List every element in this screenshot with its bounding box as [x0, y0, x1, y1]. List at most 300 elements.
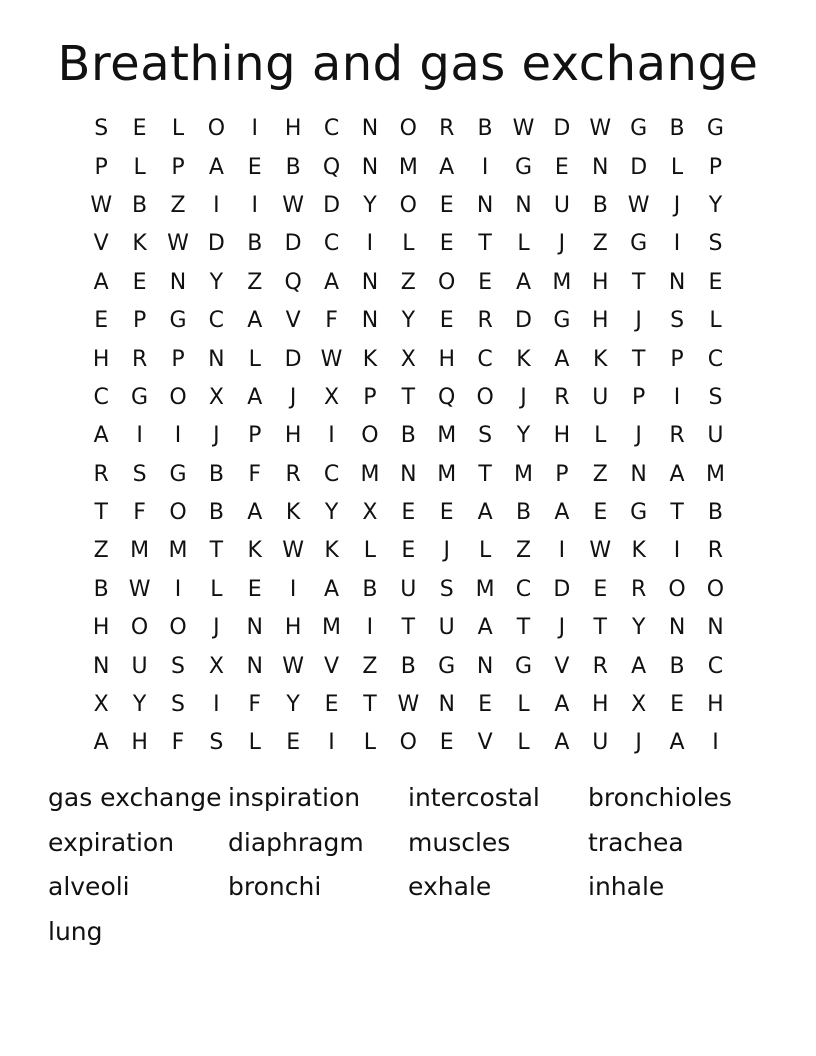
letter-cell[interactable]: T — [670, 500, 684, 526]
letter-cell[interactable]: R — [439, 116, 455, 142]
letter-cell[interactable]: U — [592, 384, 609, 410]
letter-cell[interactable]: W — [167, 231, 189, 257]
letter-cell[interactable]: D — [630, 154, 648, 180]
letter-cell[interactable]: H — [92, 346, 110, 372]
letter-cell[interactable]: A — [324, 576, 340, 602]
letter-cell[interactable]: P — [248, 423, 262, 449]
letter-cell[interactable]: G — [169, 308, 187, 334]
letter-cell[interactable]: N — [668, 269, 686, 295]
letter-cell[interactable]: T — [631, 346, 646, 372]
letter-cell[interactable]: E — [478, 269, 493, 295]
letter-cell[interactable]: Q — [438, 384, 456, 410]
word-list-item: gas exchange — [48, 783, 222, 812]
letter-cell[interactable]: Z — [93, 538, 109, 564]
letter-cell[interactable]: I — [673, 538, 681, 564]
letter-cell[interactable]: I — [174, 576, 182, 602]
letter-cell[interactable]: I — [213, 192, 220, 218]
letter-cell[interactable]: K — [362, 346, 378, 372]
letter-cell[interactable]: N — [246, 615, 263, 641]
letter-cell[interactable]: U — [131, 653, 148, 679]
word-list — [48, 778, 768, 956]
letter-cell[interactable]: E — [439, 730, 454, 756]
letter-cell[interactable]: E — [670, 692, 684, 718]
letter-cell[interactable]: U — [553, 192, 570, 218]
letter-cell[interactable]: W — [320, 346, 343, 372]
letter-cell[interactable]: F — [133, 500, 146, 526]
letter-cell[interactable]: F — [325, 308, 338, 334]
letter-cell[interactable]: E — [324, 692, 339, 718]
letter-cell[interactable]: R — [631, 576, 647, 602]
letter-cell[interactable]: A — [554, 500, 570, 526]
letter-cell[interactable]: I — [481, 154, 489, 180]
letter-cell[interactable]: K — [631, 538, 646, 564]
letter-cell[interactable]: G — [706, 116, 724, 142]
letter-cell[interactable]: I — [366, 615, 374, 641]
letter-cell[interactable]: O — [361, 423, 379, 449]
letter-cell[interactable]: T — [631, 269, 646, 295]
word-list-item: inspiration — [228, 783, 361, 812]
letter-cell[interactable]: A — [324, 269, 340, 295]
letter-cell[interactable]: I — [213, 692, 220, 718]
letter-cell[interactable]: U — [592, 730, 609, 756]
letter-cell[interactable]: L — [210, 576, 223, 602]
letter-grid — [82, 110, 735, 763]
letter-cell[interactable]: Z — [362, 653, 378, 679]
letter-cell[interactable]: L — [517, 730, 530, 756]
letter-cell[interactable]: T — [363, 692, 377, 718]
letter-cell[interactable]: H — [284, 116, 302, 142]
word-list-item: exhale — [408, 872, 492, 902]
letter-cell[interactable]: N — [361, 154, 379, 180]
letter-cell[interactable]: L — [402, 231, 415, 257]
letter-cell[interactable]: R — [554, 384, 570, 410]
letter-cell[interactable]: T — [516, 615, 531, 641]
letter-cell[interactable]: O — [399, 192, 417, 218]
letter-cell[interactable]: H — [553, 423, 571, 449]
letter-cell[interactable]: S — [439, 576, 454, 602]
letter-cell[interactable]: X — [362, 500, 378, 526]
letter-cell[interactable]: M — [398, 154, 418, 180]
letter-cell[interactable]: D — [515, 308, 532, 334]
letter-cell[interactable]: N — [476, 653, 494, 679]
letter-cell[interactable]: Y — [708, 192, 723, 218]
letter-cell[interactable]: E — [286, 730, 301, 756]
letter-cell[interactable]: P — [132, 308, 147, 334]
letter-cell[interactable]: N — [361, 269, 379, 295]
letter-cell[interactable]: L — [670, 154, 684, 180]
letter-cell[interactable]: I — [673, 231, 681, 257]
letter-cell[interactable]: C — [208, 308, 225, 334]
letter-cell[interactable]: L — [363, 730, 377, 756]
letter-cell[interactable]: D — [207, 231, 225, 257]
letter-cell[interactable]: N — [707, 615, 724, 641]
letter-cell[interactable]: A — [93, 423, 109, 449]
letter-cell[interactable]: L — [517, 231, 530, 257]
letter-cell[interactable]: K — [247, 538, 262, 564]
letter-cell[interactable]: D — [284, 231, 302, 257]
letter-cell[interactable]: N — [92, 653, 110, 679]
letter-cell[interactable]: S — [708, 231, 723, 257]
letter-cell[interactable]: M — [360, 461, 380, 487]
letter-cell[interactable]: I — [136, 423, 143, 449]
letter-cell[interactable]: K — [132, 231, 147, 257]
letter-cell[interactable]: Y — [209, 269, 224, 295]
letter-cell[interactable]: H — [92, 615, 110, 641]
letter-cell[interactable]: O — [399, 116, 417, 142]
letter-cell[interactable]: A — [93, 269, 109, 295]
letter-cell[interactable]: O — [130, 615, 149, 641]
letter-cell[interactable]: M — [514, 461, 533, 487]
letter-cell[interactable]: S — [170, 692, 185, 718]
letter-cell[interactable]: P — [363, 384, 377, 410]
letter-cell[interactable]: B — [93, 576, 109, 602]
letter-cell[interactable]: P — [171, 346, 185, 372]
letter-cell[interactable]: Y — [286, 692, 300, 718]
letter-cell[interactable]: B — [132, 192, 148, 218]
letter-cell[interactable]: L — [248, 730, 261, 756]
letter-cell[interactable]: Z — [170, 192, 186, 218]
letter-cell[interactable]: I — [673, 384, 681, 410]
letter-cell[interactable]: R — [477, 308, 493, 334]
letter-cell[interactable]: M — [437, 461, 457, 487]
letter-cell[interactable]: G — [630, 231, 648, 257]
letter-cell[interactable]: V — [554, 653, 570, 679]
letter-cell[interactable]: G — [438, 653, 456, 679]
letter-cell[interactable]: E — [439, 500, 454, 526]
letter-cell[interactable]: M — [475, 576, 495, 602]
letter-cell[interactable]: U — [707, 423, 724, 449]
letter-cell[interactable]: B — [515, 500, 532, 526]
letter-cell[interactable]: H — [284, 615, 302, 641]
letter-cell[interactable]: N — [668, 615, 686, 641]
letter-cell[interactable]: S — [670, 308, 685, 334]
letter-cell[interactable]: C — [323, 461, 340, 487]
letter-cell[interactable]: C — [707, 346, 724, 372]
letter-cell[interactable]: P — [171, 154, 185, 180]
letter-cell[interactable]: O — [399, 730, 417, 756]
word-list-item: expiration — [48, 827, 175, 857]
letter-cell[interactable]: J — [635, 730, 642, 756]
letter-cell[interactable]: I — [558, 538, 566, 564]
letter-cell[interactable]: J — [289, 384, 297, 410]
letter-cell[interactable]: O — [476, 384, 494, 410]
letter-cell[interactable]: H — [131, 730, 148, 756]
letter-cell[interactable]: C — [477, 346, 493, 372]
letter-cell[interactable]: B — [208, 461, 224, 487]
letter-cell[interactable]: D — [553, 576, 571, 602]
letter-cell[interactable]: S — [132, 461, 147, 487]
letter-cell[interactable]: T — [478, 461, 492, 487]
letter-cell[interactable]: H — [592, 269, 609, 295]
letter-cell[interactable]: U — [400, 576, 417, 602]
letter-cell[interactable]: N — [438, 692, 455, 718]
letter-cell[interactable]: M — [322, 615, 342, 641]
letter-cell[interactable]: S — [94, 116, 109, 142]
letter-cell[interactable]: O — [438, 269, 456, 295]
letter-cell[interactable]: A — [93, 730, 109, 756]
letter-cell[interactable]: W — [397, 692, 420, 718]
letter-cell[interactable]: C — [707, 653, 724, 679]
letter-cell[interactable]: W — [589, 538, 612, 564]
letter-cell[interactable]: C — [93, 384, 109, 410]
letter-cell[interactable]: M — [168, 538, 188, 564]
letter-cell[interactable]: X — [400, 346, 416, 372]
letter-cell[interactable]: Z — [515, 538, 532, 564]
letter-cell[interactable]: Q — [284, 269, 302, 295]
word-list-item: bronchioles — [588, 783, 732, 812]
letter-cell[interactable]: A — [669, 461, 685, 487]
letter-cell[interactable]: T — [478, 231, 492, 257]
letter-cell[interactable]: H — [592, 308, 609, 334]
letter-cell[interactable]: H — [707, 692, 724, 718]
letter-cell[interactable]: N — [515, 192, 532, 218]
letter-cell[interactable]: E — [132, 269, 147, 295]
letter-cell[interactable]: X — [324, 384, 340, 410]
letter-cell[interactable]: M — [437, 423, 457, 449]
letter-cell[interactable]: W — [627, 192, 650, 218]
letter-cell[interactable]: T — [401, 384, 416, 410]
letter-cell[interactable]: E — [593, 576, 608, 602]
letter-cell[interactable]: I — [174, 423, 182, 449]
letter-cell[interactable]: L — [709, 308, 722, 334]
word-list-item: alveoli — [48, 872, 130, 902]
letter-cell[interactable]: W — [282, 653, 305, 679]
letter-cell[interactable]: C — [515, 576, 532, 602]
word-list-item: lung — [48, 916, 103, 946]
letter-cell[interactable]: E — [439, 308, 454, 334]
letter-cell[interactable]: B — [707, 500, 723, 526]
letter-cell[interactable]: Y — [631, 615, 646, 641]
letter-cell[interactable]: C — [323, 116, 340, 142]
letter-cell[interactable]: A — [247, 308, 263, 334]
letter-cell[interactable]: M — [552, 269, 572, 295]
letter-cell[interactable]: Y — [132, 692, 147, 718]
letter-cell[interactable]: H — [284, 423, 302, 449]
letter-cell[interactable]: V — [324, 653, 340, 679]
word-list-item: muscles — [408, 827, 511, 857]
letter-cell[interactable]: A — [247, 384, 263, 410]
letter-cell[interactable]: J — [520, 384, 527, 410]
letter-cell[interactable]: K — [324, 538, 339, 564]
letter-cell[interactable]: G — [514, 154, 533, 180]
letter-cell[interactable]: B — [400, 423, 416, 449]
letter-cell[interactable]: T — [94, 500, 108, 526]
letter-cell[interactable]: I — [251, 192, 258, 218]
letter-cell[interactable]: J — [635, 423, 642, 449]
letter-cell[interactable]: F — [248, 461, 262, 487]
letter-cell[interactable]: A — [631, 653, 647, 679]
letter-cell[interactable]: F — [248, 692, 262, 718]
letter-cell[interactable]: J — [558, 231, 566, 257]
letter-cell[interactable]: L — [517, 692, 530, 718]
letter-cell[interactable]: P — [555, 461, 569, 487]
letter-cell[interactable]: E — [132, 116, 147, 142]
letter-cell[interactable]: J — [558, 615, 566, 641]
letter-cell[interactable]: O — [169, 615, 187, 641]
letter-cell[interactable]: D — [323, 192, 341, 218]
letter-cell[interactable]: B — [669, 653, 685, 679]
letter-cell[interactable]: J — [213, 423, 220, 449]
letter-cell[interactable]: B — [285, 154, 301, 180]
letter-cell[interactable]: C — [323, 231, 340, 257]
letter-cell[interactable]: V — [93, 231, 109, 257]
letter-cell[interactable]: L — [594, 423, 607, 449]
letter-cell[interactable]: E — [401, 500, 416, 526]
letter-cell[interactable]: E — [439, 231, 454, 257]
letter-cell[interactable]: N — [361, 116, 379, 142]
letter-cell[interactable]: A — [554, 346, 570, 372]
letter-cell[interactable]: Z — [592, 461, 608, 487]
letter-cell[interactable]: V — [477, 730, 493, 756]
letter-cell[interactable]: G — [131, 384, 149, 410]
letter-cell[interactable]: Z — [592, 231, 608, 257]
letter-cell[interactable]: B — [400, 653, 416, 679]
letter-cell[interactable]: P — [708, 154, 723, 180]
letter-cell[interactable]: B — [592, 192, 608, 218]
letter-cell[interactable]: Q — [322, 154, 341, 180]
letter-cell[interactable]: Y — [363, 192, 377, 218]
letter-cell[interactable]: I — [328, 730, 335, 756]
letter-cell[interactable]: I — [366, 231, 374, 257]
letter-cell[interactable]: L — [363, 538, 377, 564]
letter-cell[interactable]: B — [477, 116, 493, 142]
letter-cell[interactable]: J — [635, 308, 642, 334]
letter-cell[interactable]: J — [443, 538, 450, 564]
letter-cell[interactable]: N — [246, 653, 263, 679]
letter-cell[interactable]: G — [630, 116, 648, 142]
letter-cell[interactable]: K — [516, 346, 531, 372]
letter-cell[interactable]: R — [669, 423, 685, 449]
letter-cell[interactable]: S — [209, 730, 224, 756]
letter-cell[interactable]: P — [632, 384, 646, 410]
letter-cell[interactable]: P — [94, 154, 108, 180]
letter-cell[interactable]: I — [328, 423, 335, 449]
letter-cell[interactable]: N — [592, 154, 609, 180]
letter-cell[interactable]: J — [213, 615, 220, 641]
letter-cell[interactable]: G — [553, 308, 571, 334]
letter-cell[interactable]: A — [669, 730, 685, 756]
letter-cell[interactable]: R — [93, 461, 109, 487]
letter-cell[interactable]: N — [630, 461, 647, 487]
letter-cell[interactable]: N — [476, 192, 494, 218]
letter-cell[interactable]: R — [707, 538, 724, 564]
letter-cell[interactable]: L — [248, 346, 261, 372]
letter-cell[interactable]: E — [478, 692, 493, 718]
letter-cell[interactable]: Z — [247, 269, 263, 295]
letter-cell[interactable]: I — [289, 576, 297, 602]
letter-cell[interactable]: L — [478, 538, 492, 564]
letter-cell[interactable]: E — [439, 192, 454, 218]
letter-cell[interactable]: T — [593, 615, 607, 641]
letter-cell[interactable]: A — [554, 730, 570, 756]
letter-cell[interactable]: B — [208, 500, 224, 526]
letter-cell[interactable]: U — [438, 615, 455, 641]
letter-cell[interactable]: S — [478, 423, 493, 449]
letter-cell[interactable]: D — [553, 116, 571, 142]
letter-cell[interactable]: T — [401, 615, 416, 641]
letter-cell[interactable]: O — [169, 500, 187, 526]
letter-cell[interactable]: A — [208, 154, 224, 180]
letter-cell[interactable]: E — [94, 308, 109, 334]
letter-cell[interactable]: R — [131, 346, 148, 372]
letter-cell[interactable]: I — [251, 116, 258, 142]
letter-cell[interactable]: W — [589, 116, 612, 142]
letter-cell[interactable]: F — [171, 730, 185, 756]
letter-cell[interactable]: H — [592, 692, 609, 718]
letter-cell[interactable]: E — [247, 576, 262, 602]
letter-cell[interactable]: T — [209, 538, 224, 564]
letter-cell[interactable]: E — [708, 269, 723, 295]
letter-cell[interactable]: Z — [400, 269, 416, 295]
letter-cell[interactable]: E — [401, 538, 416, 564]
letter-cell[interactable]: G — [630, 500, 648, 526]
letter-cell[interactable]: W — [90, 192, 113, 218]
letter-cell[interactable]: N — [361, 308, 379, 334]
letter-cell[interactable]: I — [712, 730, 719, 756]
letter-cell[interactable]: G — [514, 653, 533, 679]
letter-cell[interactable]: A — [477, 615, 493, 641]
letter-cell[interactable]: R — [592, 653, 608, 679]
letter-cell[interactable]: S — [708, 384, 723, 410]
letter-cell[interactable]: X — [208, 384, 224, 410]
letter-cell[interactable]: A — [247, 500, 263, 526]
letter-cell[interactable]: A — [515, 269, 532, 295]
letter-cell[interactable]: O — [706, 576, 725, 602]
letter-cell[interactable]: K — [285, 500, 301, 526]
word-list-item: bronchi — [228, 872, 322, 902]
letter-cell[interactable]: G — [169, 461, 187, 487]
letter-cell[interactable]: N — [208, 346, 225, 372]
letter-cell[interactable]: V — [285, 308, 301, 334]
letter-cell[interactable]: A — [439, 154, 455, 180]
letter-cell[interactable]: Y — [516, 423, 531, 449]
letter-cell[interactable]: K — [593, 346, 608, 372]
letter-cell[interactable]: Y — [401, 308, 416, 334]
letter-cell[interactable]: B — [362, 576, 378, 602]
letter-cell[interactable]: N — [400, 461, 417, 487]
letter-cell[interactable]: W — [128, 576, 151, 602]
letter-cell[interactable]: B — [669, 116, 685, 142]
letter-cell[interactable]: Y — [324, 500, 339, 526]
letter-cell[interactable]: M — [130, 538, 150, 564]
letter-cell[interactable]: E — [247, 154, 262, 180]
letter-cell[interactable]: H — [438, 346, 455, 372]
letter-cell[interactable]: N — [169, 269, 187, 295]
letter-cell[interactable]: W — [282, 538, 305, 564]
letter-cell[interactable]: E — [554, 154, 569, 180]
letter-cell[interactable]: X — [208, 653, 224, 679]
letter-cell[interactable]: A — [554, 692, 570, 718]
letter-cell[interactable]: J — [673, 192, 681, 218]
letter-cell[interactable]: A — [477, 500, 493, 526]
letter-cell[interactable]: R — [285, 461, 301, 487]
letter-cell[interactable]: O — [668, 576, 686, 602]
letter-cell[interactable]: D — [284, 346, 302, 372]
letter-cell[interactable]: M — [705, 461, 725, 487]
letter-cell[interactable]: E — [593, 500, 608, 526]
letter-cell[interactable]: W — [282, 192, 305, 218]
letter-cell[interactable]: X — [631, 692, 647, 718]
letter-cell[interactable]: B — [247, 231, 263, 257]
letter-cell[interactable]: L — [133, 154, 146, 180]
letter-cell[interactable]: X — [93, 692, 109, 718]
letter-cell[interactable]: P — [670, 346, 684, 372]
letter-cell[interactable]: S — [170, 653, 185, 679]
letter-cell[interactable]: O — [207, 116, 226, 142]
letter-cell[interactable]: L — [171, 116, 185, 142]
letter-cell[interactable]: W — [512, 116, 535, 142]
letter-cell[interactable]: O — [169, 384, 187, 410]
